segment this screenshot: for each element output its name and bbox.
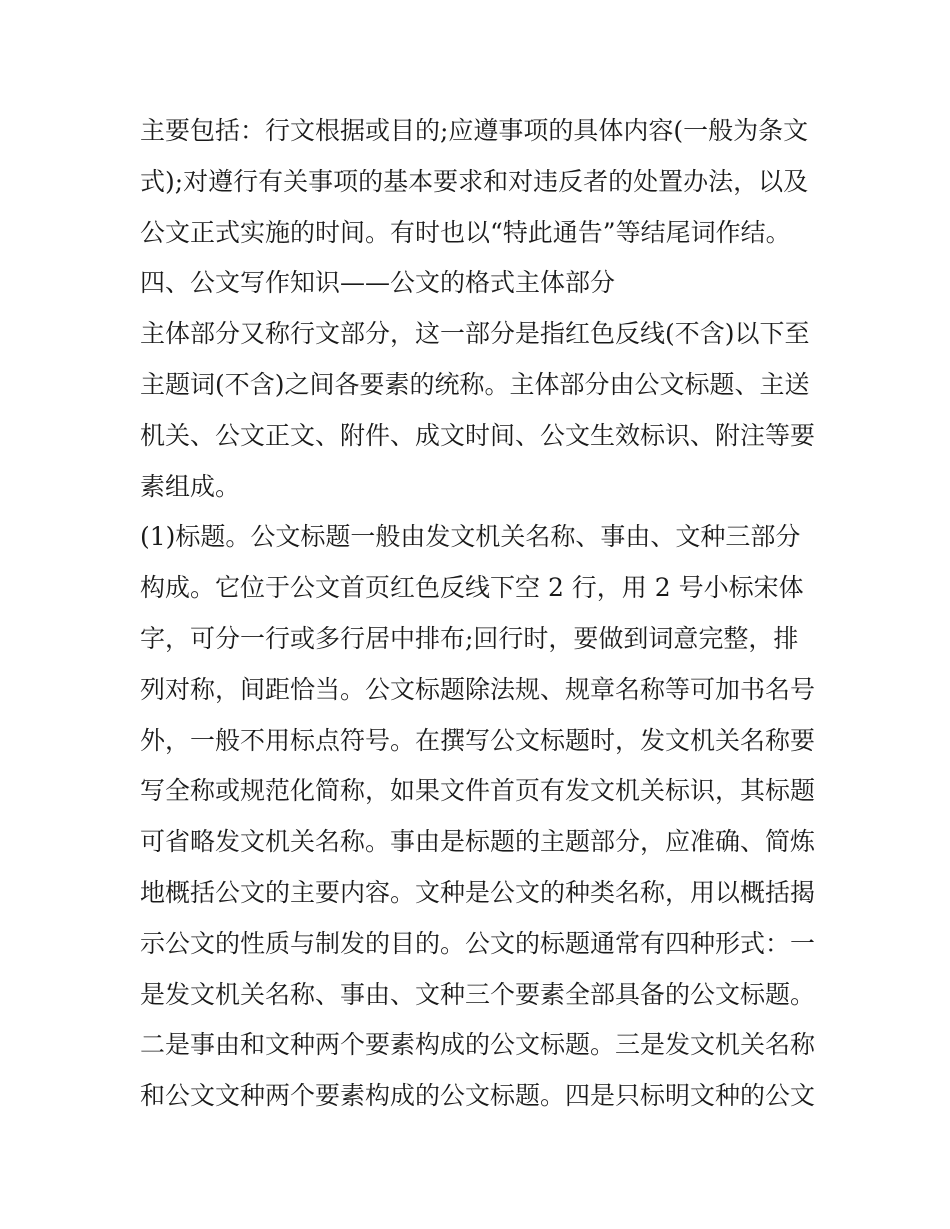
text-line: 主题词(不含)之间各要素的统称。主体部分由公文标题、主送 — [140, 369, 810, 399]
text-line: 主要包括：行文根据或目的;应遵事项的具体内容(一般为条文 — [140, 116, 809, 145]
text-line: 外，一般不用标点符号。在撰写公文标题时，发文机关名称要 — [140, 725, 816, 755]
text-line: 可省略发文机关名称。事由是标题的主题部分，应准确、简炼 — [140, 827, 816, 857]
text-line: 机关、公文正文、附件、成文时间、公文生效标识、附注等要 — [140, 420, 816, 450]
text-line: 地概括公文的主要内容。文种是公文的种类名称，用以概括揭 — [140, 877, 816, 907]
text-line: 写全称或规范化简称，如果文件首页有发文机关标识，其标题 — [140, 776, 816, 806]
text-line: 公文正式实施的时间。有时也以“特此通告”等结尾词作结。 — [140, 217, 791, 247]
text-line: (1)标题。公文标题一般由发文机关名称、事由、文种三部分 — [140, 522, 801, 552]
document-body — [140, 106, 830, 1122]
text-line: 式);对遵行有关事项的基本要求和对违反者的处置办法，以及 — [140, 166, 809, 196]
section-heading: 四、公文写作知识——公文的格式主体部分 — [140, 268, 616, 298]
text-line: 素组成。 — [140, 471, 241, 501]
text-line: 二是事由和文种两个要素构成的公文标题。三是发文机关名称 — [140, 1030, 816, 1060]
text-line: 是发文机关名称、事由、文种三个要素全部具备的公文标题。 — [140, 979, 816, 1009]
text-line: 示公文的性质与制发的目的。公文的标题通常有四种形式：一 — [140, 928, 816, 958]
text-line: 主体部分又称行文部分，这一部分是指红色反线(不含)以下至 — [140, 319, 810, 349]
text-line: 字，可分一行或多行居中排布;回行时，要做到词意完整，排 — [140, 623, 799, 653]
text-line: 和公文文种两个要素构成的公文标题。四是只标明文种的公文 — [140, 1081, 816, 1111]
text-line: 构成。它位于公文首页红色反线下空 2 行，用 2 号小标宋体 — [140, 573, 804, 603]
text-line: 列对称，间距恰当。公文标题除法规、规章名称等可加书名号 — [140, 674, 816, 704]
